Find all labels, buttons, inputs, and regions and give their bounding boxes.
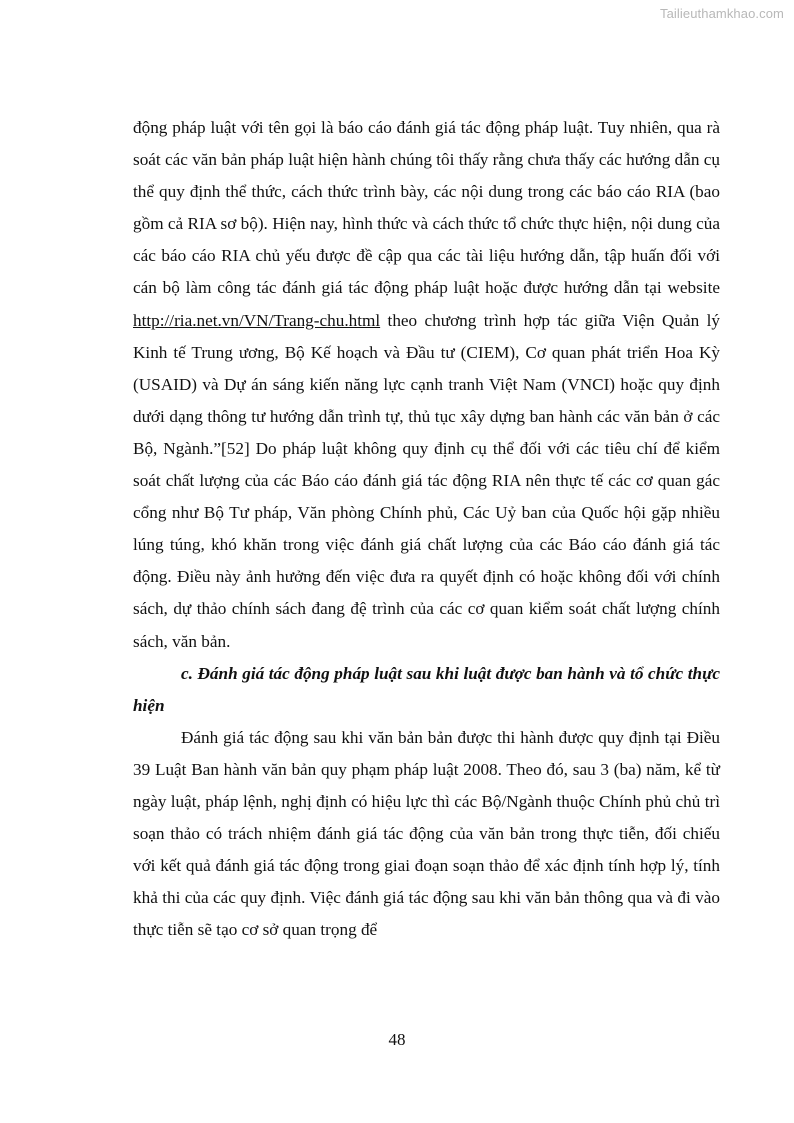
paragraph-text-after-link: theo chương trình hợp tác giữa Viện Quản lý Kinh tế Trung ương, Bộ Kế hoạch và Đầu tư (CIEM), Cơ quan phát triển Hoa Kỳ (USAID) và Dự án sáng kiến năng lực cạnh tranh Việt Nam (VNCI) hoặc quy định dưới dạng thông tư hướng dẫn trình tự, thủ tục xây dựng ban hành các văn bản ở các Bộ, Ngành.”[52] Do pháp luật không quy định cụ thể đối với các tiêu chí để kiểm soát chất lượng của các Báo cáo đánh giá tác động RIA nên thực tế các cơ quan gác cổng như Bộ Tư pháp, Văn phòng Chính phủ, Các Uỷ ban của Quốc hội gặp nhiều lúng túng, khó khăn trong việc đánh giá chất lượng của các Báo cáo đánh giá tác động. Điều này ảnh hưởng đến việc đưa ra quyết định có hoặc không đối với chính sách, dự thảo chính sách đang đệ trình của các cơ quan kiểm soát chất lượng chính sách, văn bản.	[133, 310, 720, 651]
ria-website-link[interactable]: http://ria.net.vn/VN/Trang-chu.html	[133, 310, 381, 330]
watermark: Tailieuthamkhao.com	[659, 6, 784, 21]
page-number: 48	[388, 1030, 406, 1049]
page-body	[133, 112, 720, 946]
paragraph-continued	[133, 112, 720, 658]
section-heading: c. Đánh giá tác động pháp luật sau khi luật được ban hành và tổ chức thực hiện	[133, 663, 720, 715]
paragraph-post-enactment: Đánh giá tác động sau khi văn bản bản được thi hành được quy định tại Điều 39 Luật Ban hành văn bản quy phạm pháp luật 2008. Theo đó, sau 3 (ba) năm, kể từ ngày luật, pháp lệnh, nghị định có hiệu lực thì các Bộ/Ngành thuộc Chính phủ chủ trì soạn thảo có trách nhiệm đánh giá tác động của văn bản trong thực tiễn, đối chiếu với kết quả đánh giá tác động trong giai đoạn soạn thảo để xác định tính hợp lý, tính khả thi của các quy định. Việc đánh giá tác động sau khi văn bản thông qua và đi vào thực tiễn sẽ tạo cơ sở quan trọng để	[133, 727, 720, 940]
paragraph-text-before-link: động pháp luật với tên gọi là báo cáo đánh giá tác động pháp luật. Tuy nhiên, qua rà soát các văn bản pháp luật hiện hành chúng tôi thấy rằng chưa thấy các hướng dẫn cụ thể quy định thể thức, cách thức trình bày, các nội dung trong các báo cáo RIA (bao gồm cả RIA sơ bộ). Hiện nay, hình thức và cách thức tổ chức thực hiện, nội dung của các báo cáo RIA chủ yếu được đề cập qua các tài liệu hướng dẫn, tập huấn đối với cán bộ làm công tác đánh giá tác động pháp luật hoặc được hướng dẫn tại website	[133, 118, 720, 298]
